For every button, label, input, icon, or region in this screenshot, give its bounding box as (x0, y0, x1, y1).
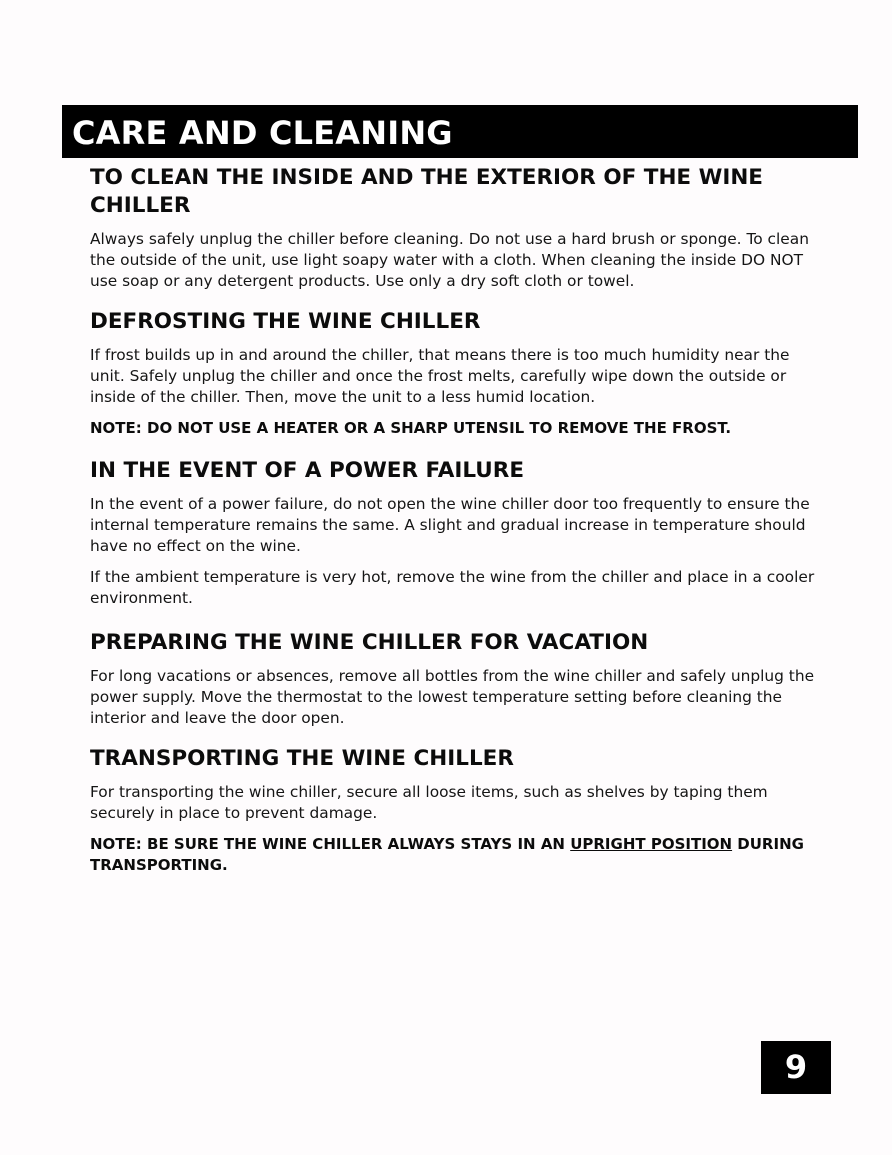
note-text: DURING TRANSPORTING. (90, 835, 804, 874)
section-transporting (90, 745, 825, 876)
page-title: CARE AND CLEANING (72, 114, 453, 152)
document-body (90, 164, 825, 876)
section-heading: TRANSPORTING THE WINE CHILLER (90, 746, 514, 771)
note-emphasis: UPRIGHT POSITION (570, 835, 733, 853)
section-title-bar (62, 105, 858, 158)
section-paragraph: If frost builds up in and around the chiller, that means there is too much humidity near the unit. Safely unplug the chiller and once the frost melts, carefully wipe down the outside or inside of the chiller. Then, move the unit to a less humid location. (90, 346, 790, 406)
section-paragraph: In the event of a power failure, do not open the wine chiller door too frequently to ensure the internal temperature remains the same. A slight and gradual increase in temperature should have no effect on the wine. (90, 495, 810, 555)
note-text: NOTE: BE SURE THE WINE CHILLER ALWAYS STAYS IN AN (90, 835, 571, 853)
section-vacation (90, 629, 825, 729)
warning-note (90, 834, 810, 876)
section-power-failure (90, 457, 825, 609)
section-defrosting (90, 308, 825, 439)
warning-note: NOTE: DO NOT USE A HEATER OR A SHARP UTENSIL TO REMOVE THE FROST. (90, 419, 732, 437)
section-heading: IN THE EVENT OF A POWER FAILURE (90, 458, 525, 483)
section-paragraph: For long vacations or absences, remove all bottles from the wine chiller and safely unplug the power supply. Move the thermostat to the lowest temperature setting before cleaning the interior and leave the door open. (90, 667, 815, 727)
section-heading: TO CLEAN THE INSIDE AND THE EXTERIOR OF THE WINE CHILLER (90, 165, 763, 218)
section-heading: PREPARING THE WINE CHILLER FOR VACATION (90, 630, 649, 655)
section-heading: DEFROSTING THE WINE CHILLER (90, 309, 481, 334)
page-number: 9 (761, 1041, 831, 1094)
section-cleaning (90, 164, 825, 292)
section-paragraph: Always safely unplug the chiller before cleaning. Do not use a hard brush or sponge. To clean the outside of the unit, use light soapy water with a cloth. When cleaning the inside DO NOT use soap or any detergent products. Use only a dry soft cloth or towel. (90, 230, 809, 290)
section-paragraph: If the ambient temperature is very hot, remove the wine from the chiller and place in a cooler environment. (90, 568, 815, 607)
section-paragraph: For transporting the wine chiller, secure all loose items, such as shelves by taping them securely in place to prevent damage. (90, 783, 768, 822)
